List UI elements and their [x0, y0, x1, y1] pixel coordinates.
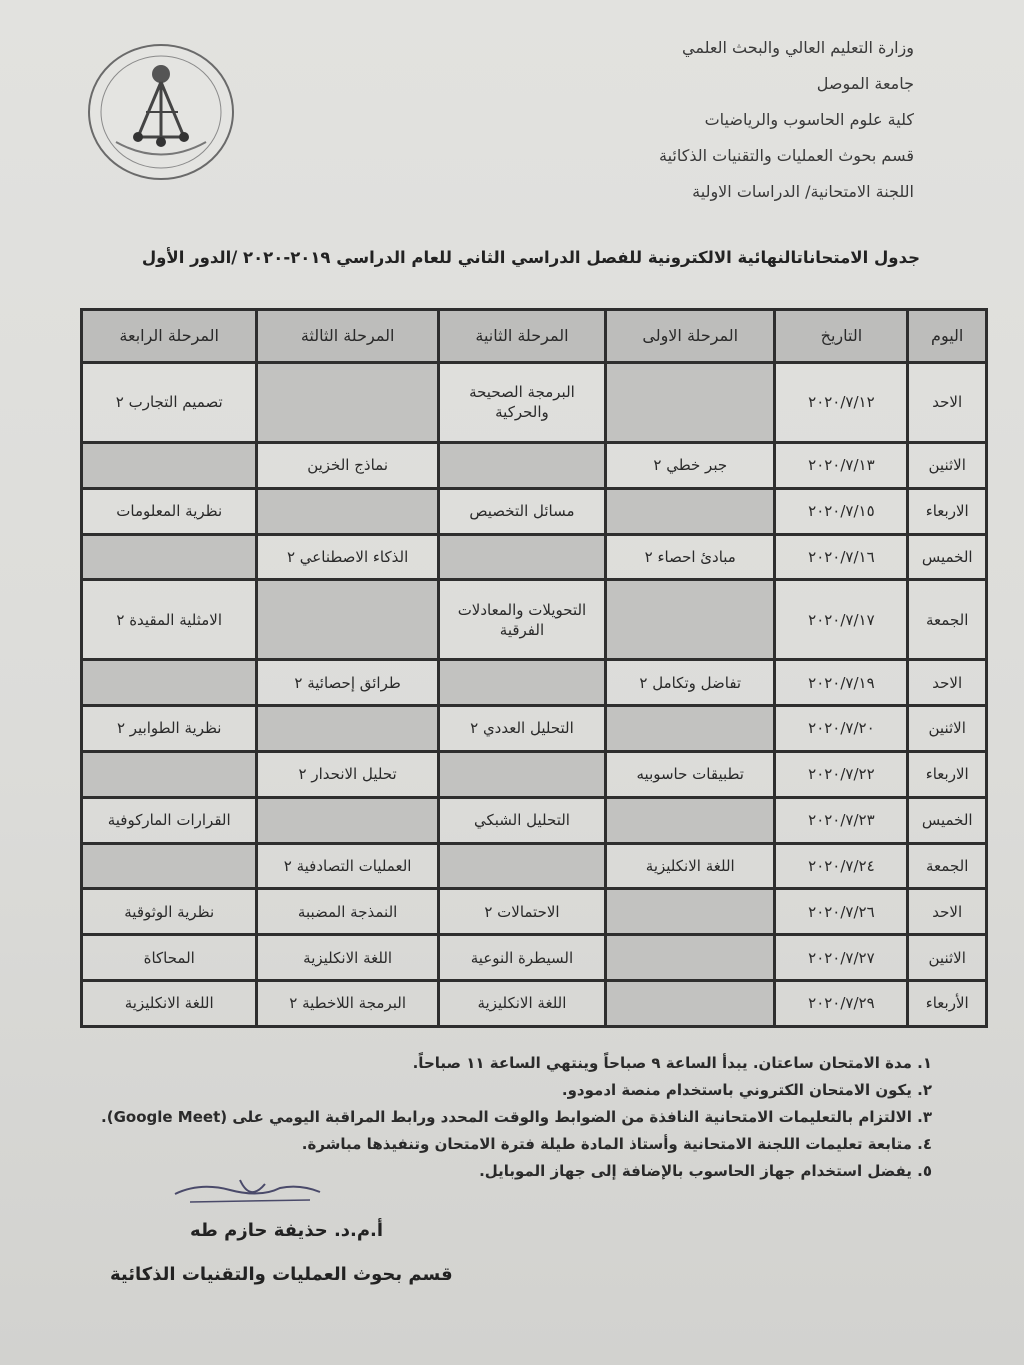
cell-day: الاثنين [908, 442, 987, 488]
instruction-item: ٣. الالتزام بالتعليمات الامتحانية النافذة من الضوابط والوقت المحدد ورابط المراقبة اليومي على (Google Meet). [101, 1108, 932, 1126]
cell-stage4 [82, 534, 257, 580]
cell-stage1 [606, 935, 775, 981]
cell-date: ٢٠٢٠/٧/٢٢ [775, 751, 908, 797]
committee-name: اللجنة الامتحانية/ الدراسات الاولية [692, 182, 914, 201]
cell-stage1 [606, 981, 775, 1027]
cell-date: ٢٠٢٠/٧/١٦ [775, 534, 908, 580]
cell-stage4 [82, 751, 257, 797]
table-row [82, 534, 987, 580]
cell-stage4 [82, 660, 257, 706]
cell-stage3: النمذجة المضببة [257, 889, 438, 935]
cell-day: الاربعاء [908, 751, 987, 797]
cell-stage1 [606, 889, 775, 935]
table-row [82, 889, 987, 935]
cell-day: الاثنين [908, 935, 987, 981]
cell-date: ٢٠٢٠/٧/١٢ [775, 363, 908, 443]
cell-stage4: نظرية الوثوقية [82, 889, 257, 935]
college-name: كلية علوم الحاسوب والرياضيات [704, 110, 914, 129]
table-body [82, 363, 987, 1027]
cell-stage4: المحاكاة [82, 935, 257, 981]
cell-stage4: تصميم التجارب ٢ [82, 363, 257, 443]
table-row [82, 706, 987, 752]
cell-stage4: القرارات الماركوفية [82, 797, 257, 843]
handwritten-signature [170, 1172, 330, 1212]
table-row [82, 660, 987, 706]
table-header-row [82, 310, 987, 363]
cell-stage2: اللغة الانكليزية [438, 981, 605, 1027]
cell-day: الجمعة [908, 843, 987, 889]
table-row [82, 797, 987, 843]
cell-stage4: نظرية المعلومات [82, 488, 257, 534]
cell-stage3: طرائق إحصائية ٢ [257, 660, 438, 706]
cell-stage2 [438, 751, 605, 797]
cell-stage2: مسائل التخصيص [438, 488, 605, 534]
cell-date: ٢٠٢٠/٧/١٥ [775, 488, 908, 534]
table-row [82, 442, 987, 488]
table-row [82, 751, 987, 797]
cell-date: ٢٠٢٠/٧/٢٣ [775, 797, 908, 843]
cell-stage3: تحليل الانحدار ٢ [257, 751, 438, 797]
exam-schedule-table [80, 308, 988, 1028]
cell-stage3: اللغة الانكليزية [257, 935, 438, 981]
cell-stage3: الذكاء الاصطناعي ٢ [257, 534, 438, 580]
table-row [82, 981, 987, 1027]
cell-stage3 [257, 363, 438, 443]
cell-stage2: الاحتمالات ٢ [438, 889, 605, 935]
cell-stage3 [257, 580, 438, 660]
signatory-name: أ.م.د. حذيفة حازم طه [190, 1220, 384, 1241]
cell-day: الاحد [908, 889, 987, 935]
cell-stage4: الامثلية المقيدة ٢ [82, 580, 257, 660]
header-stage1: المرحلة الاولى [606, 310, 775, 363]
table-row [82, 488, 987, 534]
table-row [82, 843, 987, 889]
cell-stage1: مبادئ احصاء ٢ [606, 534, 775, 580]
cell-date: ٢٠٢٠/٧/٢٧ [775, 935, 908, 981]
table-row [82, 935, 987, 981]
cell-day: الخميس [908, 797, 987, 843]
cell-stage1 [606, 580, 775, 660]
instruction-item: ٥. يفضل استخدام جهاز الحاسوب بالإضافة إلى جهاز الموبايل. [479, 1162, 932, 1180]
cell-stage4 [82, 442, 257, 488]
cell-stage1: اللغة الانكليزية [606, 843, 775, 889]
header-stage2: المرحلة الثانية [438, 310, 605, 363]
cell-stage4: اللغة الانكليزية [82, 981, 257, 1027]
cell-date: ٢٠٢٠/٧/٢٩ [775, 981, 908, 1027]
instruction-item: ٢. يكون الامتحان الكتروني باستخدام منصة ادمودو. [561, 1081, 932, 1099]
cell-stage1: جبر خطي ٢ [606, 442, 775, 488]
cell-stage1: تطبيقات حاسوبيه [606, 751, 775, 797]
cell-stage4 [82, 843, 257, 889]
cell-stage2: السيطرة النوعية [438, 935, 605, 981]
ministry-name: وزارة التعليم العالي والبحث العلمي [682, 38, 914, 57]
cell-date: ٢٠٢٠/٧/٢٦ [775, 889, 908, 935]
cell-date: ٢٠٢٠/٧/٢٠ [775, 706, 908, 752]
header-date: التاريخ [775, 310, 908, 363]
instruction-item: ٤. متابعة تعليمات اللجنة الامتحانية وأستاذ المادة طيلة فترة الامتحان وتنفيذها مباشرة. [301, 1135, 932, 1153]
schedule-title: جدول الامتحاناتالنهائية الالكترونية للفصل الدراسي الثاني للعام الدراسي ٢٠١٩-٢٠٢٠ /الدور الأول [141, 248, 920, 267]
cell-date: ٢٠٢٠/٧/٢٤ [775, 843, 908, 889]
cell-day: الأربعاء [908, 981, 987, 1027]
cell-day: الجمعة [908, 580, 987, 660]
cell-stage2 [438, 660, 605, 706]
cell-stage1: تفاضل وتكامل ٢ [606, 660, 775, 706]
cell-day: الاحد [908, 363, 987, 443]
cell-stage3 [257, 706, 438, 752]
signatory-department: قسم بحوث العمليات والتقنيات الذكائية [110, 1264, 453, 1285]
cell-date: ٢٠٢٠/٧/١٧ [775, 580, 908, 660]
cell-day: الاربعاء [908, 488, 987, 534]
instructions-list [92, 1050, 932, 1185]
cell-stage2: التحويلات والمعادلات الفرقية [438, 580, 605, 660]
university-logo-seal [86, 42, 236, 182]
cell-stage2 [438, 442, 605, 488]
cell-stage3: العمليات التصادفية ٢ [257, 843, 438, 889]
cell-stage3: البرمجة اللاخطية ٢ [257, 981, 438, 1027]
cell-date: ٢٠٢٠/٧/١٣ [775, 442, 908, 488]
table-row [82, 580, 987, 660]
cell-stage1 [606, 797, 775, 843]
cell-stage1 [606, 706, 775, 752]
cell-stage2: البرمجة الصحيحة والحركية [438, 363, 605, 443]
cell-stage3 [257, 797, 438, 843]
cell-day: الاثنين [908, 706, 987, 752]
cell-stage1 [606, 363, 775, 443]
header-stage4: المرحلة الرابعة [82, 310, 257, 363]
cell-stage2: التحليل العددي ٢ [438, 706, 605, 752]
cell-stage2: التحليل الشبكي [438, 797, 605, 843]
cell-day: الاحد [908, 660, 987, 706]
department-name: قسم بحوث العمليات والتقنيات الذكائية [658, 146, 914, 165]
cell-stage2 [438, 843, 605, 889]
cell-stage3: نماذج الخزين [257, 442, 438, 488]
header-stage3: المرحلة الثالثة [257, 310, 438, 363]
instruction-item: ١. مدة الامتحان ساعتان. يبدأ الساعة ٩ صباحاً وينتهي الساعة ١١ صباحاً. [412, 1054, 932, 1072]
letterhead [494, 30, 914, 210]
cell-stage4: نظرية الطوابير ٢ [82, 706, 257, 752]
cell-stage1 [606, 488, 775, 534]
university-name: جامعة الموصل [816, 74, 914, 93]
cell-day: الخميس [908, 534, 987, 580]
cell-stage2 [438, 534, 605, 580]
cell-date: ٢٠٢٠/٧/١٩ [775, 660, 908, 706]
cell-stage3 [257, 488, 438, 534]
table-row [82, 363, 987, 443]
header-day: اليوم [908, 310, 987, 363]
